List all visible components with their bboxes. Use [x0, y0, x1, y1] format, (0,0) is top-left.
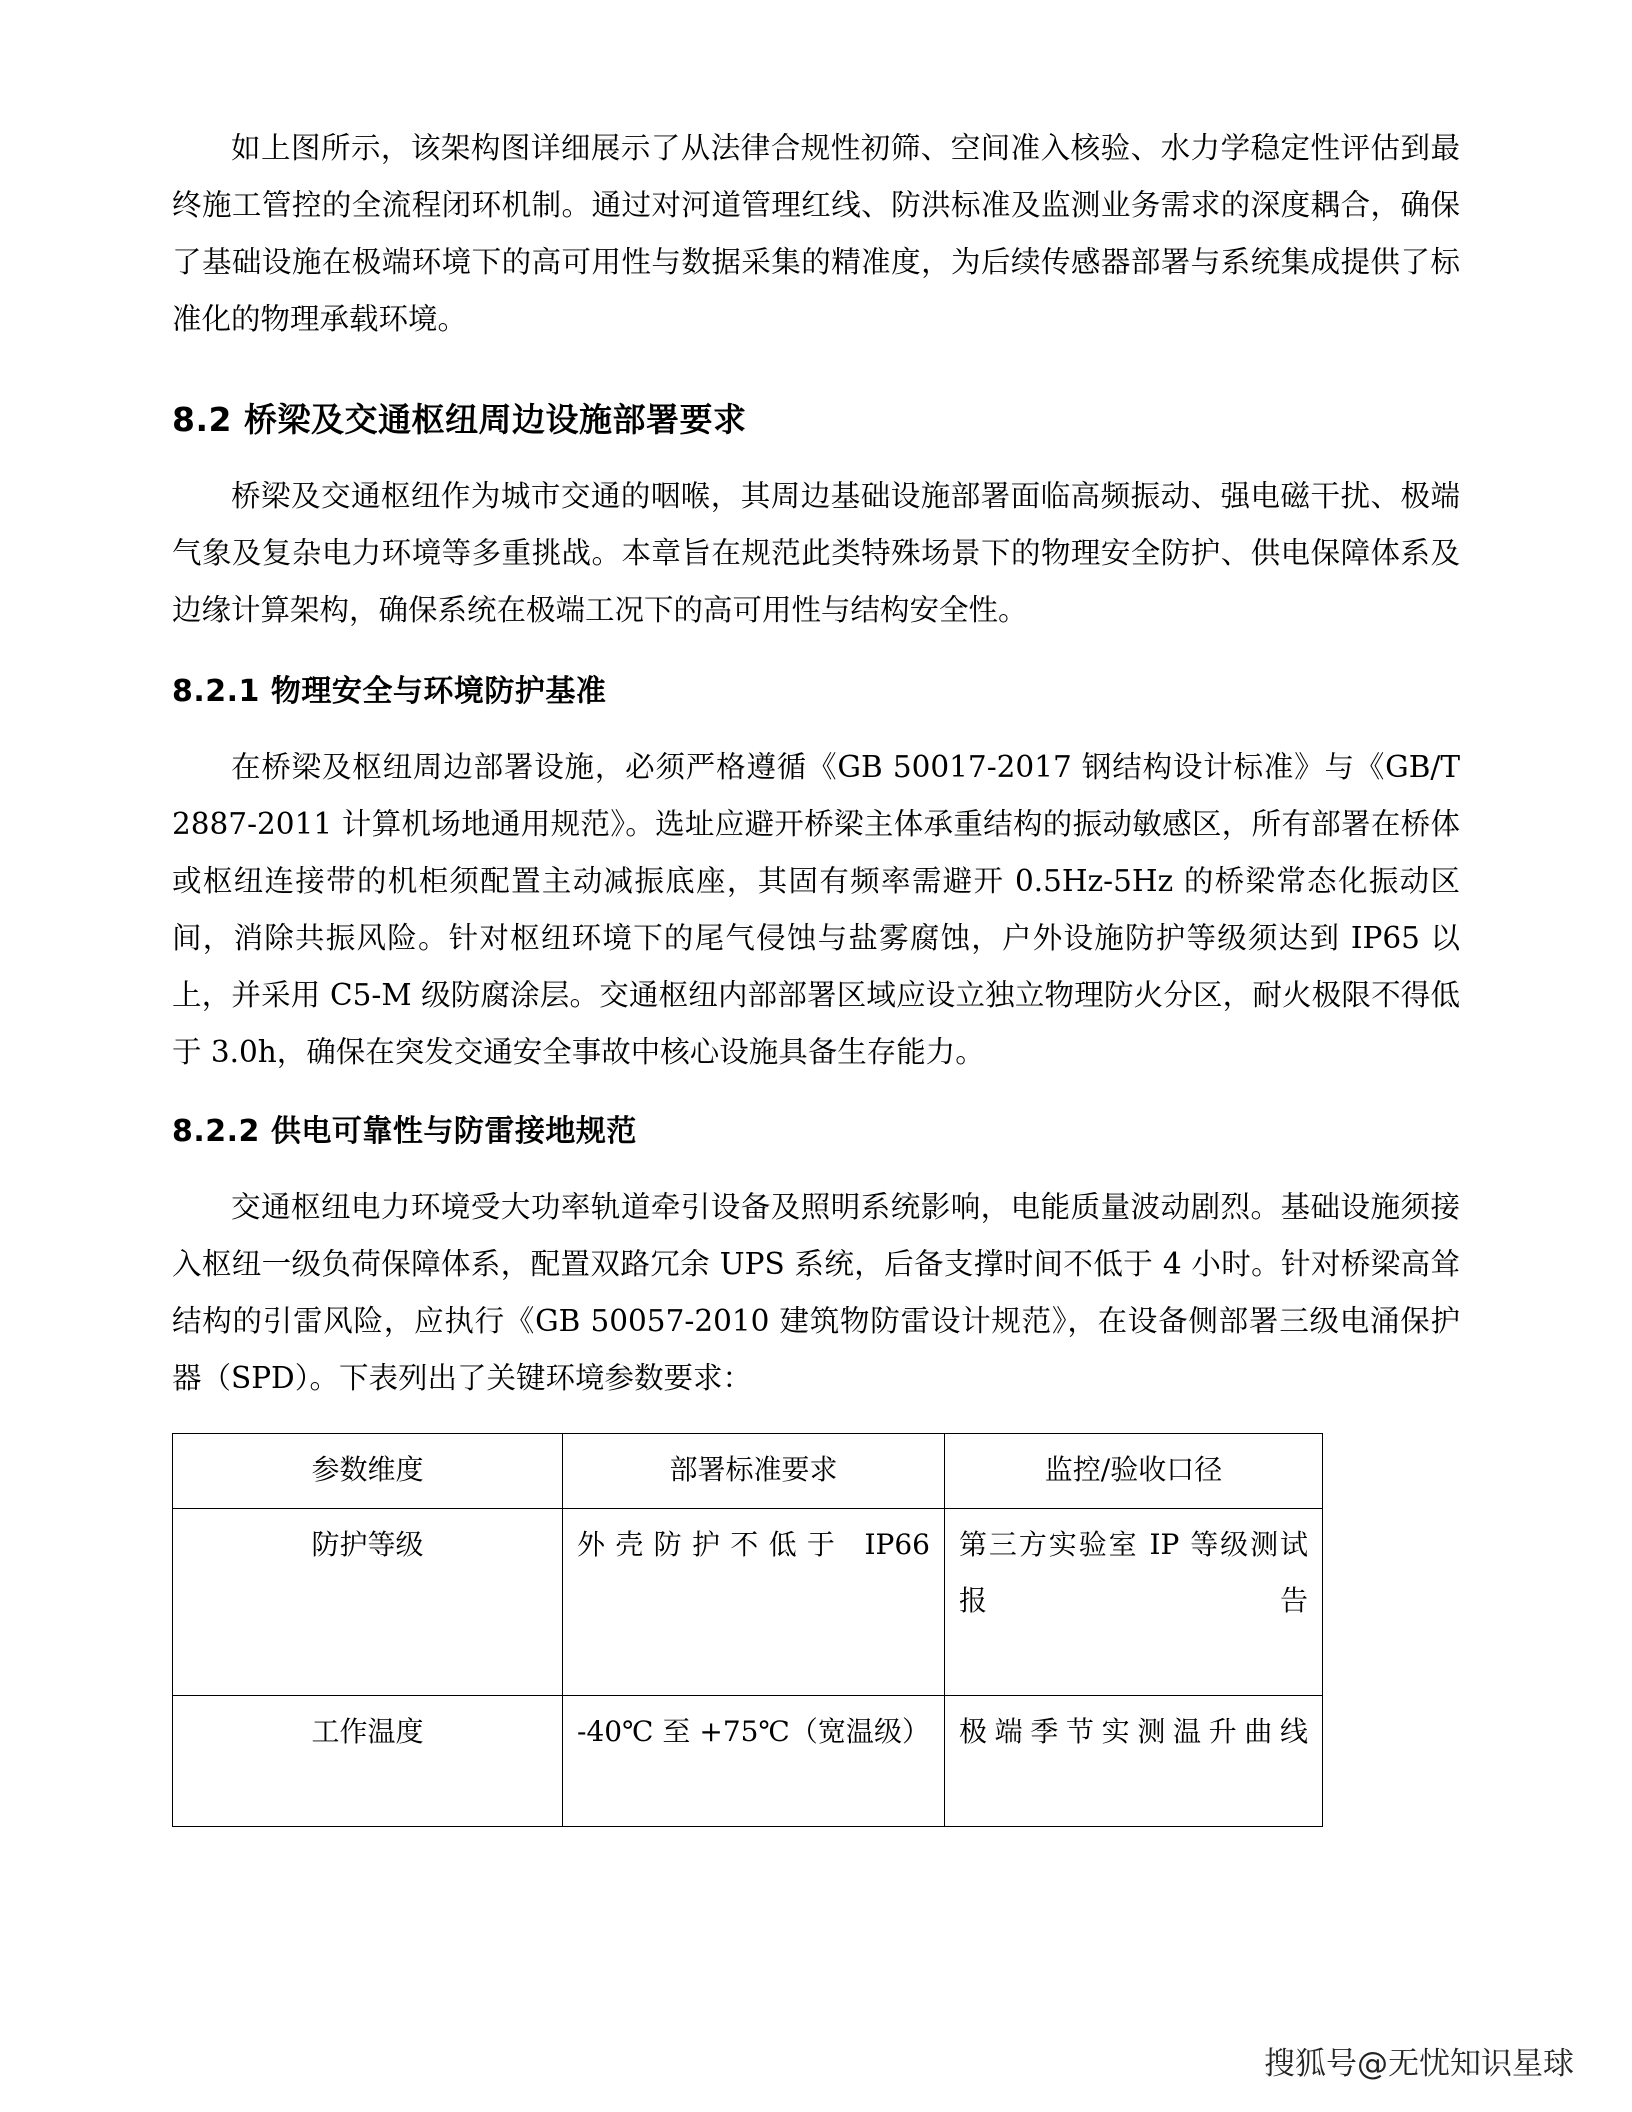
table-cell-dimension — [173, 1509, 563, 1696]
table-cell-text: 工作温度 — [311, 1715, 424, 1748]
table-header-label: 监控/验收口径 — [1044, 1453, 1223, 1486]
spacer — [172, 348, 1460, 394]
table-header-cell — [945, 1434, 1323, 1509]
table-header-cell — [173, 1434, 563, 1509]
table-row — [173, 1696, 1323, 1827]
page-content — [172, 120, 1460, 1827]
heading-8-2: 8.2 桥梁及交通枢纽周边设施部署要求 — [172, 400, 747, 439]
environment-parameters-table — [172, 1433, 1323, 1827]
spacer — [172, 1157, 1460, 1179]
table-header-label: 部署标准要求 — [669, 1453, 838, 1486]
spacer — [172, 717, 1460, 739]
watermark: 搜狐号@无忧知识星球 — [1264, 2046, 1574, 2082]
table-cell-text: 外壳防护不低于 IP66 — [577, 1528, 930, 1561]
table-cell-text: 防护等级 — [311, 1528, 424, 1561]
paragraph-8-2-1: 在桥梁及枢纽周边部署设施，必须严格遵循《GB 50017-2017 钢结构设计标准》与《GB/T 2887-2011 计算机场地通用规范》。选址应避开桥梁主体承重结构的振动敏感区，所有部署在桥体或枢纽连接带的机柜须配置主动减振底座，其固有频率需避开 0.5Hz-5Hz 的桥梁常态化振动区间，消除共振风险。针对枢纽环境下的尾气侵蚀与盐雾腐蚀，户外设施防护等级须达到 IP65 以上，并采用 C5-M 级防腐涂层。交通枢纽内部部署区域应设立独立物理防火分区，耐火极限不得低于 3.0h，确保在突发交通安全事故中核心设施具备生存能力。 — [172, 750, 1460, 1069]
table-row — [173, 1509, 1323, 1696]
table-cell-verification — [945, 1696, 1323, 1827]
table-header-cell — [563, 1434, 945, 1509]
paragraph-8-2-2: 交通枢纽电力环境受大功率轨道牵引设备及照明系统影响，电能质量波动剧烈。基础设施须接入枢纽一级负荷保障体系，配置双路冗余 UPS 系统，后备支撑时间不低于 4 小时。针对桥梁高耸结构的引雷风险，应执行《GB 50057-2010 建筑物防雷设计规范》，在设备侧部署三级电涌保护器（SPD）。下表列出了关键环境参数要求： — [172, 1190, 1460, 1395]
table-cell-verification — [945, 1509, 1323, 1696]
table-cell-requirement — [563, 1509, 945, 1696]
paragraph-8-2: 桥梁及交通枢纽作为城市交通的咽喉，其周边基础设施部署面临高频振动、强电磁干扰、极端气象及复杂电力环境等多重挑战。本章旨在规范此类特殊场景下的物理安全防护、供电保障体系及边缘计算架构，确保系统在极端工况下的高可用性与结构安全性。 — [172, 479, 1460, 627]
heading-8-2-2: 8.2.2 供电可靠性与防雷接地规范 — [172, 1114, 637, 1149]
heading-8-2-1: 8.2.1 物理安全与环境防护基准 — [172, 674, 607, 709]
table-cell-text: -40℃ 至 +75℃（宽温级） — [577, 1715, 930, 1748]
spacer — [172, 639, 1460, 667]
table-header-label: 参数维度 — [311, 1453, 424, 1486]
spacer — [172, 1081, 1460, 1107]
table-cell-requirement — [563, 1696, 945, 1827]
table-cell-text: 极端季节实测温升曲线 — [959, 1715, 1308, 1748]
table-cell-text: 第三方实验室 IP 等级测试报告 — [959, 1528, 1308, 1617]
table-cell-dimension — [173, 1696, 563, 1827]
spacer — [172, 446, 1460, 468]
spacer — [172, 1407, 1460, 1433]
paragraph-intro: 如上图所示，该架构图详细展示了从法律合规性初筛、空间准入核验、水力学稳定性评估到最终施工管控的全流程闭环机制。通过对河道管理红线、防洪标准及监测业务需求的深度耦合，确保了基础设施在极端环境下的高可用性与数据采集的精准度，为后续传感器部署与系统集成提供了标准化的物理承载环境。 — [172, 131, 1460, 336]
table-header-row — [173, 1434, 1323, 1509]
